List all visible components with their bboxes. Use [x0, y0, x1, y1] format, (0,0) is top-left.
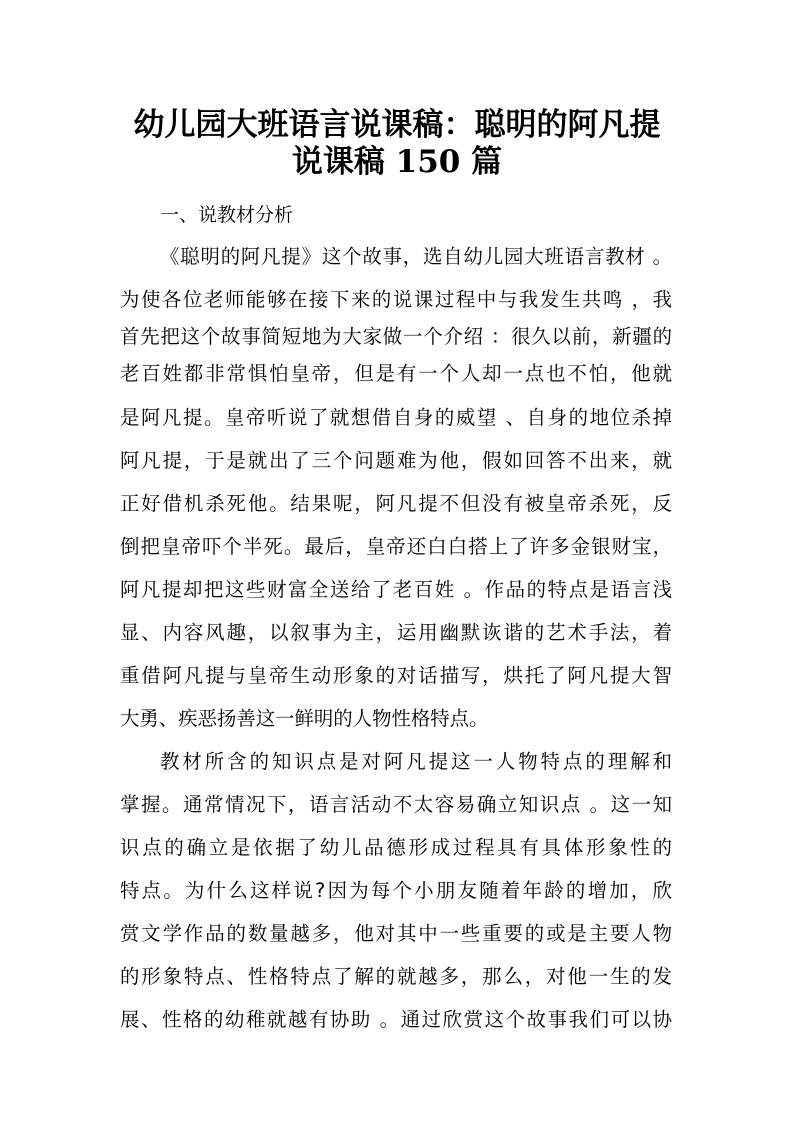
- paragraph-line: 为使各位老师能够在接下来的说课过程中与我发生共鸣 ，我: [120, 288, 672, 311]
- section-heading: 一、说教材分析: [160, 204, 294, 226]
- document-title-line-1: 幼儿园大班语言说课稿：聪明的阿凡提: [133, 107, 661, 143]
- paragraph-line: 老百姓都非常惧怕皇帝，但是有一个人却一点也不怕，他就: [120, 362, 672, 385]
- paragraph-line: 阿凡提，于是就出了三个问题难为他，假如回答不出来，就: [120, 449, 672, 472]
- paragraph-line: 掌握。通常情况下，语言活动不太容易确立知识点 。这一知: [120, 793, 672, 816]
- paragraph-line: 识点的确立是依据了幼儿品德形成过程具有具体形象性的: [120, 836, 672, 859]
- document-title-line-2: 说课稿 150 篇: [291, 144, 503, 180]
- paragraph-line: 阿凡提却把这些财富全送给了老百姓 。作品的特点是语言浅: [120, 578, 672, 601]
- paragraph-line: 《聪明的阿凡提》这个故事，选自幼儿园大班语言教材 。: [160, 245, 672, 268]
- paragraph-line: 教材所含的知识点是对阿凡提这一人物特点的理解和: [160, 750, 672, 773]
- paragraph-line: 首先把这个故事简短地为大家做一个介绍 ：很久以前，新疆的: [120, 325, 672, 348]
- paragraph-line: 的形象特点、性格特点了解的就越多，那么，对他一生的发: [120, 965, 672, 988]
- paragraph-line: 正好借机杀死他。结果呢，阿凡提不但没有被皇帝杀死，反: [120, 492, 672, 515]
- paragraph-line: 显、内容风趣，以叙事为主，运用幽默诙谐的艺术手法，着: [120, 621, 672, 644]
- paragraph-line: 展、性格的幼稚就越有协助 。通过欣赏这个故事我们可以协: [120, 1008, 672, 1031]
- paragraph-line: 大勇、疾恶扬善这一鲜明的人物性格特点。: [120, 707, 489, 730]
- paragraph-line: 是阿凡提。皇帝听说了就想借自身的威望 、自身的地位杀掉: [120, 406, 672, 429]
- paragraph-line: 重借阿凡提与皇帝生动形象的对话描写，烘托了阿凡提大智: [120, 664, 672, 687]
- paragraph-line: 赏文学作品的数量越多，他对其中一些重要的或是主要人物: [120, 922, 672, 945]
- paragraph-line: 倒把皇帝吓个半死。最后，皇帝还白白搭上了许多金银财宝，: [120, 535, 672, 558]
- paragraph-line: 特点。为什么这样说?因为每个小朋友随着年龄的增加，欣: [120, 879, 672, 902]
